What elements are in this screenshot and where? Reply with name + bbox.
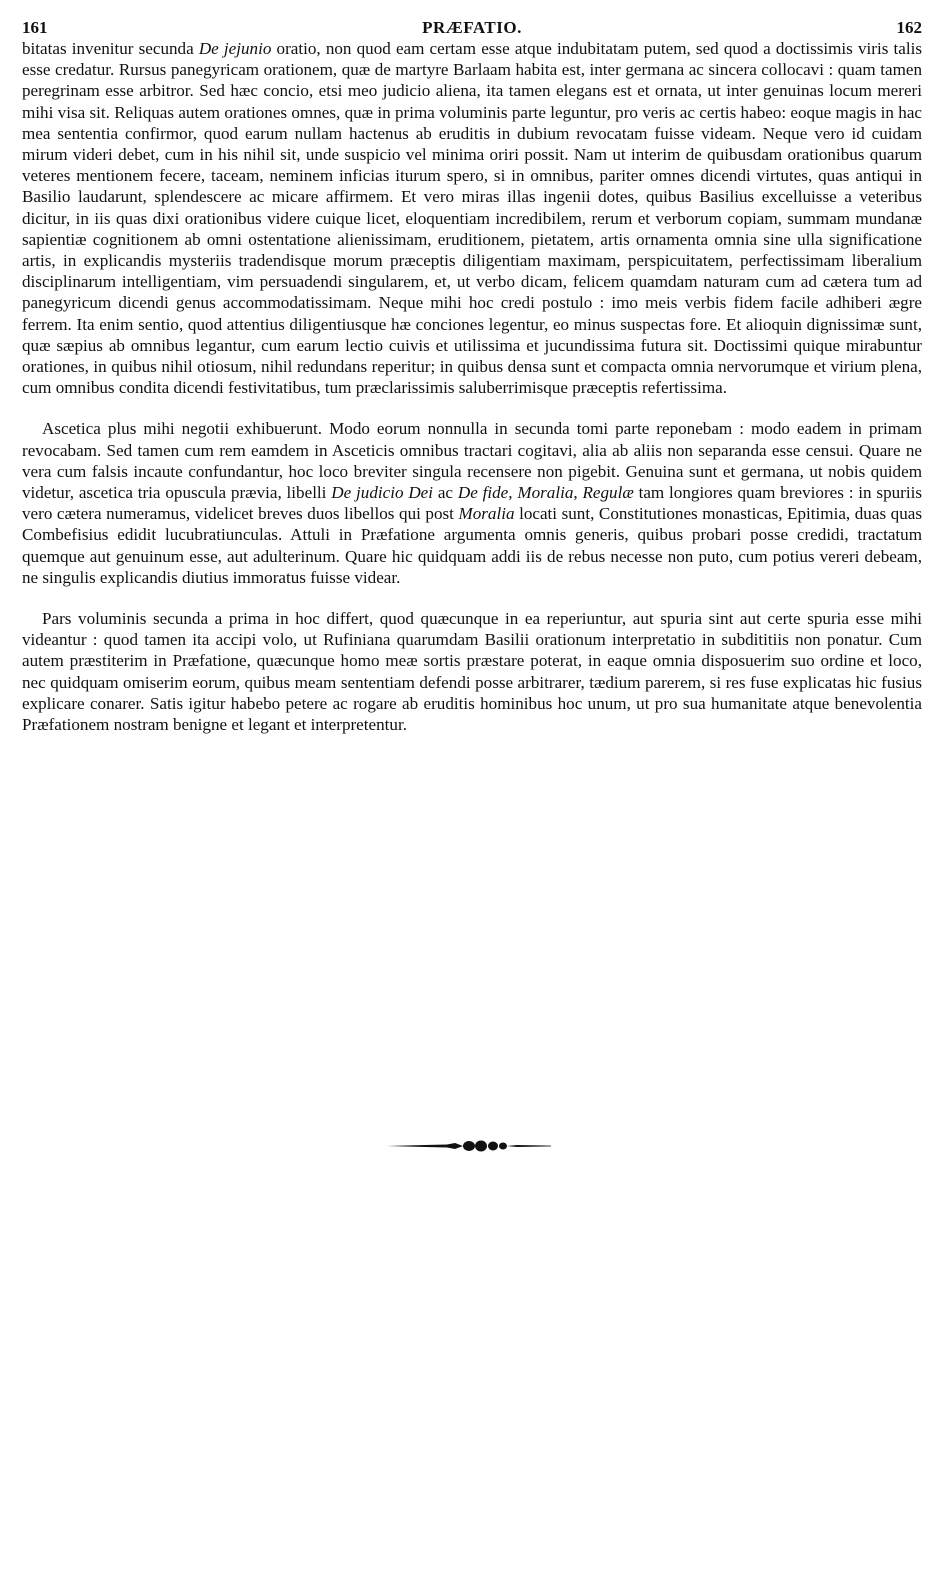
text-run: locati sunt, Constitutiones monasticas, Epitimia, duas quas Combefisius edidit lucubratiunculas. Attuli in Præfatione argumenta omnis generis, quibus probari posse credidi, tractatum quemque aut genuinum esse, aut adulterinum. Quare hic quidquam addi iis de rebus necesse non puto, cum potius vereri debeam, ne singulis explicandis diutius immoratus fuisse videar. [22, 504, 922, 587]
paragraph-1 [22, 38, 922, 398]
italic-title: Moralia [458, 504, 515, 524]
tailpiece-ornament [385, 1138, 553, 1154]
paragraph-2 [22, 418, 922, 588]
text-run: oratio, non quod eam certam esse atque indubitatam putem, sed quod a doctissimis viris talis esse credatur. Rursus panegyricam orationem, quæ de martyre Barlaam habita est, inter germana ac sincera collocavi : quam tamen peregrinam esse arbitror. Sed hæc concio, etsi meo judicio aliena, ita tamen elegans est et ornata, ut inter genuinas locum mereri mihi visa sit. Reliquas autem orationes omnes, quæ in prima voluminis parte leguntur, pro veris ac certis habeo: eoque magis in hac mea sententia confirmor, quod earum nullam hactenus ab eruditis in dubium revocatam fuisse videam. Neque vero id cuidam mirum videri debet, cum in his nihil sit, unde suspicio vel minima oriri possit. Nam ut interim de quibusdam orationibus quarum veteres mentionem fecere, taceam, neminem inficias iturum spero, si in omnibus, pariter omnes dicendi virtutes, quas antiqui in Basilio laudarunt, splendescere ac micare affirmem. Et vero miras illas ingenii dotes, quibus Basilius excelluisse a veteribus dicitur, in iis quas dixi orationibus videre cuique licet, eloquentiam incredibilem, rerum et verborum copiam, summam mundanæ sapientiæ cognitionem ab omni ostentatione alienissimam, eruditionem, pietatem, artis ornamenta omnia sine ulla significatione artis, in explicandis mysteriis tradendisque morum præceptis diligentiam maximam, perspicuitatem, perfectissimam liberalium disciplinarum intelligentiam, vim persuadendi singularem, et, ut verbo dicam, felicem quamdam naturam cum ad cætera tum ad panegyricum dicendi genus accommodatissimam. Neque mihi hoc credi postulo : imo meis verbis fidem facile adhiberi ægre ferrem. Ita enim sentio, quod attentius diligentiusque hæ conciones legentur, eo minus suspectas fore. Et alioquin dignissimæ sunt, quæ sæpius ab omnibus legantur, cum earum lectio cuivis et utilissima et jucundissima futura sit. Doctissimi quique mirabuntur orationes, in quibus nihil otiosum, nihil redundans reperitur; in quibus densa sunt et compacta omnia nervorumque et virium plena, cum omnibus condita dicendi festivitatibus, tum præclarissimis saluberrimisque præceptis refertissima. [22, 39, 923, 398]
text-run: Ascetica plus mihi negotii exhibuerunt. Modo eorum nonnulla in secunda tomi parte reponebam : modo eadem in primam revocabam. Sed tamen cum rem eamdem in Asceticis omnibus tractari cogitavi, alia ab aliis non separanda esse censui. Quare ne vera cum falsis incaute confundantur, hoc loco breviter singula recensere non pigebit. Genuina sunt et germana, ut nobis quidem videtur, ascetica tria opuscula prævia, libelli [22, 419, 922, 503]
italic-title: De jejunio [198, 39, 272, 58]
text-run: bitatas invenitur secunda [22, 39, 199, 58]
text-run: tam longiores quam breviores : in spuriis vero cætera numeramus, videlicet breves duos libellos qui post [22, 483, 923, 524]
page-number-right: 162 [896, 18, 922, 37]
paragraph-3 [22, 608, 922, 735]
italic-title: Regulæ [582, 483, 634, 503]
page-title: PRÆFATIO. [422, 18, 522, 37]
text-run: , [573, 483, 583, 503]
document-page [22, 12, 922, 735]
italic-title: De judicio Dei [331, 483, 434, 503]
text-run: Pars voluminis secunda a prima in hoc differt, quod quæcunque in ea reperiuntur, aut spuria sint aut certe spuria esse mihi videantur : quod tamen ita accipi volo, ut Rufiniana quarumdam Basilii orationum interpretatio in subdititiis non ponatur. Cum autem præstiterim in Præfatione, quæcunque homo meæ sortis præstare poterat, in eaque omnia disposuerim suo ordine et loco, nec quidquam omiserim eorum, quibus meam sententiam defendi posse arbitrarer, tædium parerem, si res fuse explicatas hic fusius explicare conarer. Satis igitur habebo petere ac rogare ab eruditis hominibus hoc unum, ut pro sua humanitate atque benevolentia Præfationem nostram benigne et legant et interpretentur. [22, 609, 922, 735]
italic-title: Moralia [517, 483, 574, 503]
text-run: ac [433, 483, 458, 503]
running-head [22, 12, 922, 38]
page-number-left: 161 [22, 18, 48, 37]
body-text [22, 38, 922, 735]
italic-title: De fide [457, 483, 509, 503]
text-run: , [508, 483, 518, 503]
